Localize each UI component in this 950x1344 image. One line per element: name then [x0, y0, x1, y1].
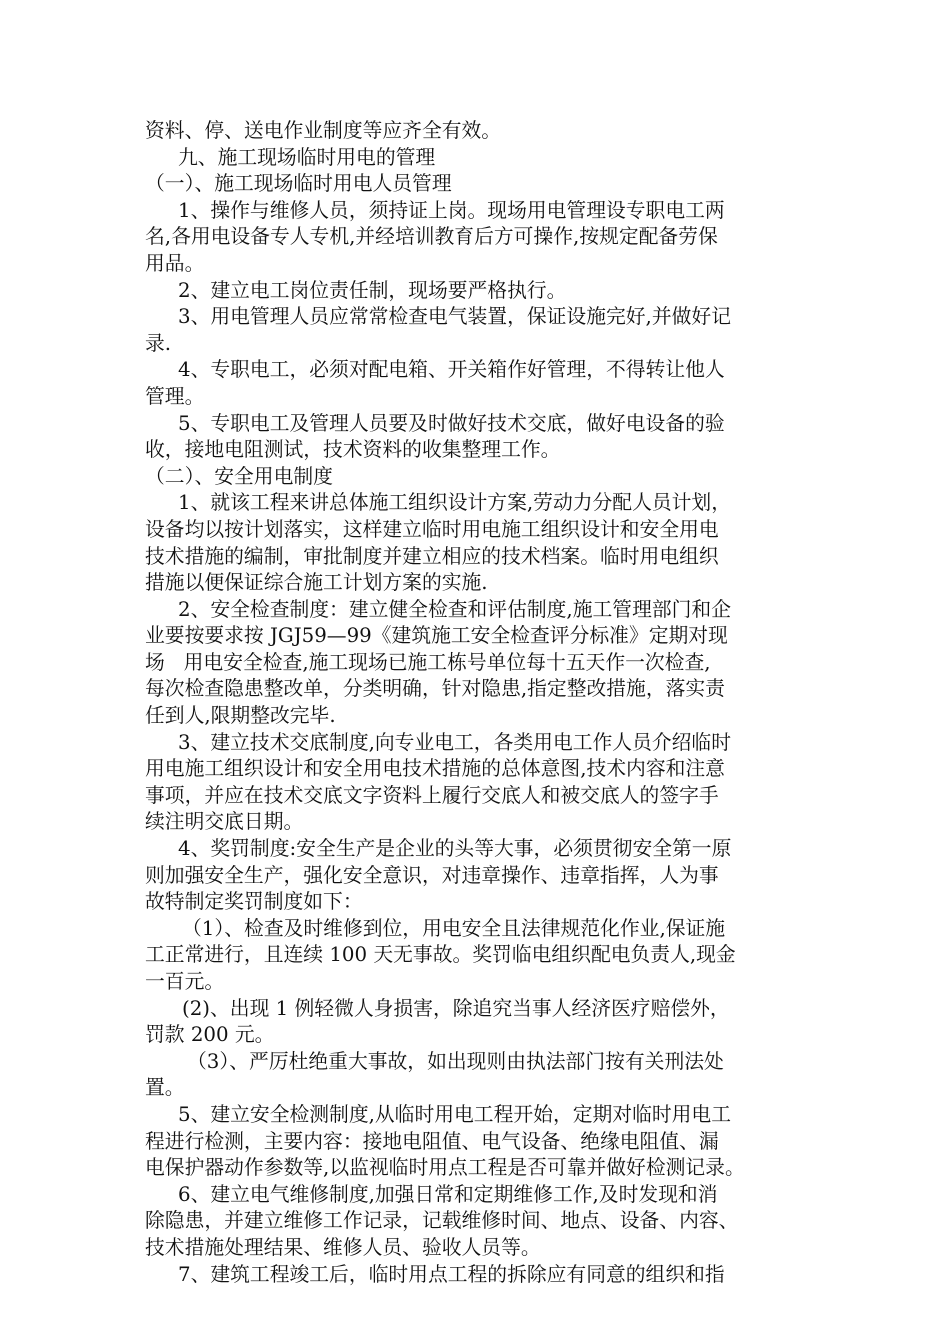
text-line: 收，接地电阻测试，技术资料的收集整理工作。 [145, 438, 561, 462]
text-line: 任到人,限期整改完毕. [145, 704, 336, 728]
text-line: 续注明交底日期。 [145, 810, 304, 834]
text-line: 1、就该工程来讲总体施工组织设计方案,劳动力分配人员计划， [178, 491, 731, 515]
text-line: 4、奖罚制度:安全生产是企业的头等大事，必须贯彻安全第一原 [178, 837, 732, 861]
text-line: 工正常进行，且连续 100 天无事故。奖罚临电组织配电负责人,现金 [145, 943, 736, 967]
text-line: 电保护器动作参数等,以监视临时用点工程是否可靠并做好检测记录。 [145, 1156, 745, 1180]
text-line: 九、施工现场临时用电的管理 [178, 145, 436, 169]
text-line: 一百元。 [145, 970, 225, 993]
text-line: 1、操作与维修人员，须持证上岗。现场用电管理设专职电工两 [178, 198, 725, 222]
text-line: （二）、安全用电制度 [145, 464, 333, 488]
text-line: 2、建立电工岗位责任制，现场要严格执行。 [178, 278, 567, 302]
text-line: 技术措施处理结果、维修人员、验收人员等。 [145, 1235, 541, 1259]
text-line: （一）、施工现场临时用电人员管理 [145, 172, 452, 196]
text-line: 管理。 [145, 384, 205, 408]
text-line: 事项，并应在技术交底文字资料上履行交底人和被交底人的签字手 [145, 783, 719, 807]
text-line: 用品。 [145, 251, 205, 275]
text-line: 设备均以按计划落实，这样建立临时用电施工组织设计和安全用电 [145, 517, 719, 541]
text-line: 5、专职电工及管理人员要及时做好技术交底，做好电设备的验 [178, 411, 725, 435]
text-line: 技术措施的编制，审批制度并建立相应的技术档案。临时用电组织 [145, 544, 719, 568]
text-line: （1）、检查及时维修到位，用电安全且法律规范化作业,保证施 [182, 916, 726, 940]
text-line: (2)、出现 1 例轻微人身损害，除追究当事人经济医疗赔偿外， [182, 996, 730, 1020]
text-line: 6、建立电气维修制度,加强日常和定期维修工作,及时发现和消 [178, 1182, 718, 1206]
text-line: 则加强安全生产，强化安全意识，对违章操作、违章指挥，人为事 [145, 863, 719, 887]
text-line: 业要按要求按 JGJ59—99《建筑施工安全检查评分标准》定期对现 [145, 624, 728, 648]
text-line: 每次检查隐患整改单，分类明确，针对隐患,指定整改措施，落实责 [145, 677, 725, 701]
text-line: 2、安全检查制度：建立健全检查和评估制度,施工管理部门和企 [178, 597, 731, 621]
text-line: 除隐患，并建立维修工作记录，记载维修时间、地点、设备、内容、 [145, 1209, 739, 1233]
text-line: 措施以便保证综合施工计划方案的实施. [145, 571, 488, 595]
text-line: 故特制定奖罚制度如下： [145, 890, 363, 914]
text-line: 罚款 200 元。 [145, 1023, 275, 1047]
text-line: 4、专职电工，必须对配电箱、开关箱作好管理，不得转让他人 [178, 358, 725, 382]
text-line: 场 用电安全检查,施工现场已施工栋号单位每十五天作一次检查, [145, 650, 711, 674]
text-line: 5、建立安全检测制度,从临时用电工程开始，定期对临时用电工 [178, 1102, 731, 1126]
text-line: 3、建立技术交底制度,向专业电工，各类用电工作人员介绍临时 [178, 730, 731, 754]
text-line: 资料、停、送电作业制度等应齐全有效。 [145, 119, 502, 142]
text-line: 名,各用电设备专人专机,并经培训教育后方可操作,按规定配备劳保 [145, 225, 718, 249]
text-line: 程进行检测，主要内容：接地电阻值、电气设备、绝缘电阻值、漏 [145, 1129, 719, 1153]
text-line: 7、建筑工程竣工后，临时用点工程的拆除应有同意的组织和指 [178, 1262, 725, 1286]
text-line: 3、用电管理人员应常常检查电气装置，保证设施完好,并做好记 [178, 305, 731, 329]
text-line: 录. [145, 331, 172, 355]
document-body [145, 118, 813, 1288]
text-line: （3）、严厉杜绝重大事故，如出现则由执法部门按有关刑法处 [187, 1049, 724, 1073]
text-line: 用电施工组织设计和安全用电技术措施的总体意图,技术内容和注意 [145, 757, 725, 781]
text-line: 置。 [145, 1076, 185, 1100]
